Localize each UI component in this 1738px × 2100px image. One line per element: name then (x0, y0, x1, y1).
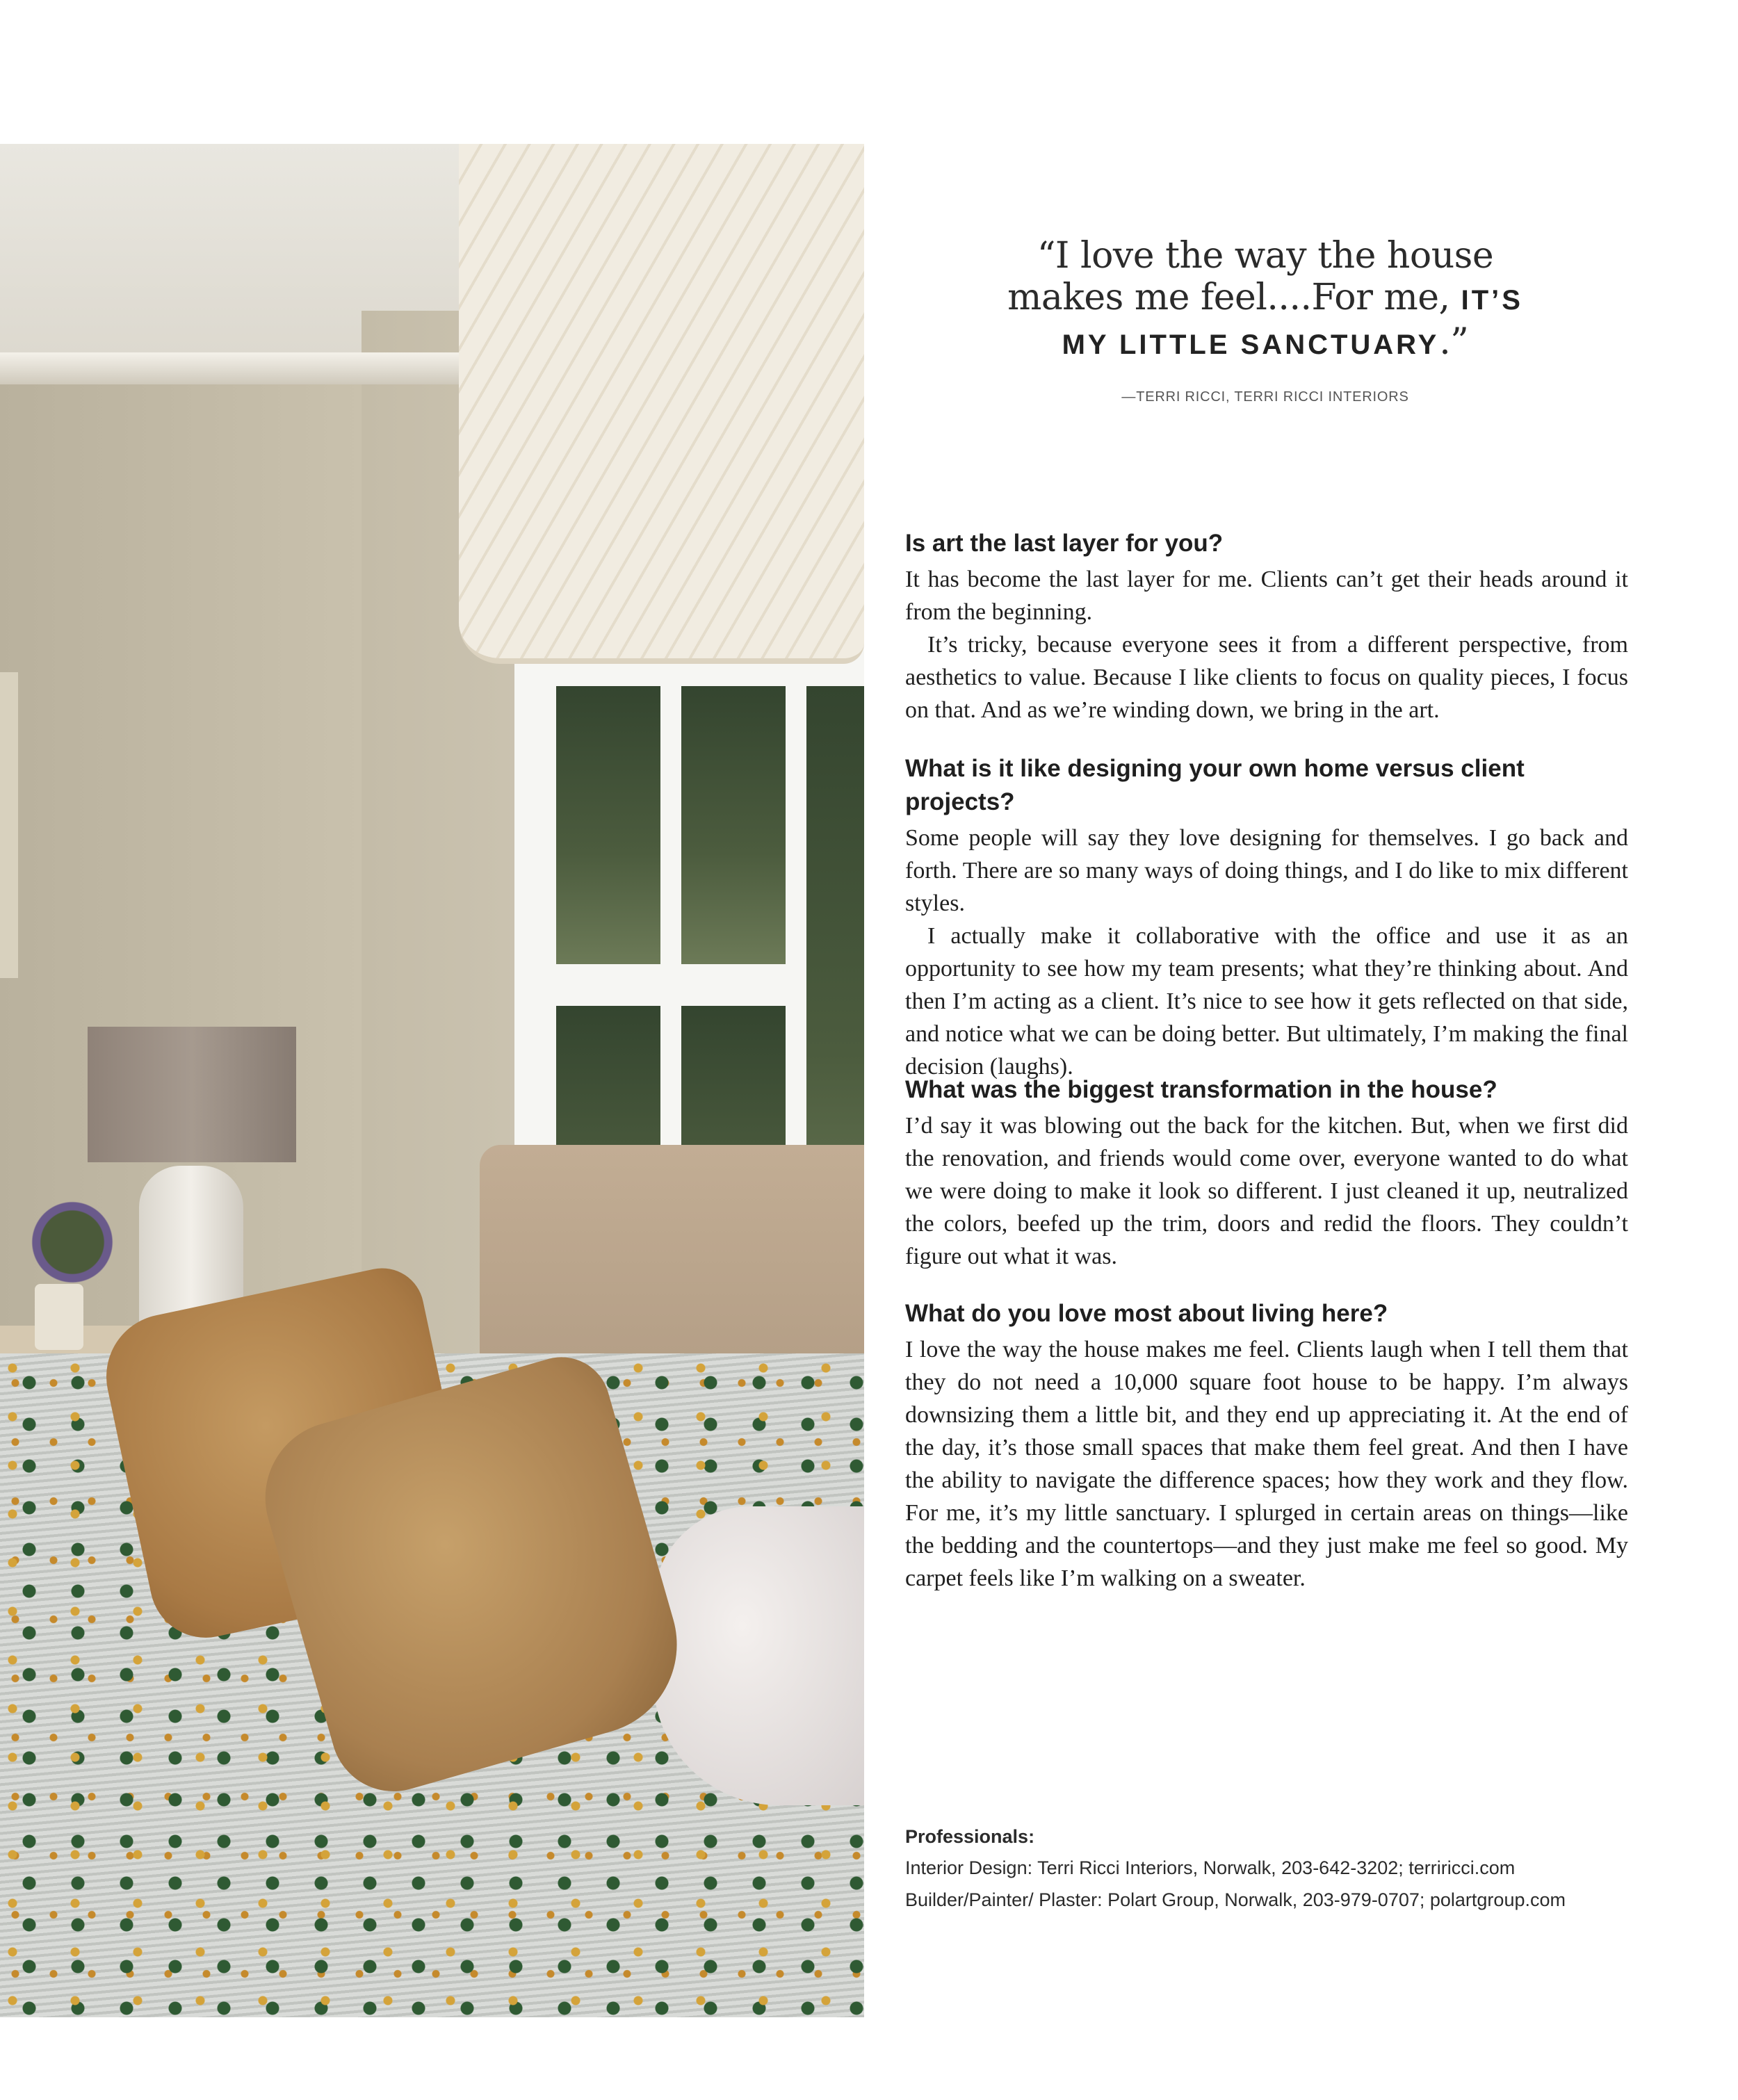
bedroom-photo (0, 144, 864, 2017)
pull-quote-caps-2: MY LITTLE SANCTUARY (1062, 329, 1440, 360)
pull-quote (987, 235, 1543, 405)
answer-paragraph: Some people will say they love designing for themselves. I go back and forth. There are so many ways of doing things, and I do like to mix different styles. (905, 825, 1628, 916)
vase (35, 1284, 83, 1350)
qa-section-2 (905, 752, 1628, 1083)
pull-quote-end: .” (1439, 321, 1469, 363)
question-heading: Is art the last layer for you? (905, 530, 1224, 557)
answer-paragraph: It has become the last layer for me. Clients can’t get their heads around it from the beginning. (905, 567, 1628, 625)
qa-section-4 (905, 1297, 1628, 1595)
answer-paragraph: I’d say it was blowing out the back for the kitchen. But, when we first did the renovation, and friends would come over, everyone wanted to do what we were doing to make it look so different. I just cleaned it up, neutralized the colors, beefed up the trim, doors and redid the floors. They couldn’t figure out what it was. (905, 1113, 1628, 1269)
wall-art-edge (0, 672, 18, 978)
credit-interior-design: Interior Design: Terri Ricci Interiors, Norwalk, 203-642-3202; terriricci.com (905, 1857, 1516, 1878)
qa-section-1 (905, 527, 1628, 726)
pull-quote-line-2 (987, 277, 1543, 321)
answer-paragraph: It’s tricky, because everyone sees it from a different perspective, from aesthetics to value. Because I like clients to focus on quality pieces, I focus on that. And as we’re winding down, we bring in the art. (905, 632, 1628, 723)
answer-paragraph: I love the way the house makes me feel. Clients laugh when I tell them that they do not need a 10,000 square foot house to be happy. I’m always downsizing them a little bit, and they end up appreciating it. At the end of the day, it’s those small spaces that make them feel great. And then I have the ability to navigate the difference spaces; how they work and they flow. For me, it’s my little sanctuary. I splurged in certain areas on things—like the bedding and the countertops—and they just make me feel so good. My carpet feels like I’m walking on a sweater. (905, 1337, 1628, 1591)
window-pane (556, 686, 660, 964)
pull-quote-line-2-text: makes me feel....For me, (1007, 277, 1461, 318)
question-heading: What is it like designing your own home versus client projects? (905, 755, 1525, 815)
pull-quote-line-1: “I love the way the house (1037, 235, 1494, 277)
lamp-shade (88, 1027, 296, 1162)
roman-shade (459, 144, 864, 664)
question-heading: What do you love most about living here? (905, 1300, 1388, 1327)
qa-section-3 (905, 1073, 1628, 1273)
professionals-credits (905, 1821, 1628, 1916)
credit-builder: Builder/Painter/ Plaster: Polart Group, Norwalk, 203-979-0707; polartgroup.com (905, 1889, 1566, 1910)
question-heading: What was the biggest transformation in the house? (905, 1076, 1497, 1103)
professionals-heading: Professionals: (905, 1826, 1035, 1847)
pull-quote-caps-1: IT’S (1461, 285, 1523, 316)
window-pane (681, 686, 786, 964)
white-pillow (653, 1506, 864, 1805)
pull-quote-attribution: —TERRI RICCI, TERRI RICCI INTERIORS (1121, 389, 1409, 405)
pull-quote-line-3 (987, 321, 1543, 366)
answer-paragraph: I actually make it collaborative with the office and use it as an opportunity to see how my team presents; what they’re thinking about. And then I’m acting as a client. It’s nice to see how it gets reflected on that side, and notice what we can be doing better. But ultimately, I’m making the final decision (laughs). (905, 923, 1628, 1080)
